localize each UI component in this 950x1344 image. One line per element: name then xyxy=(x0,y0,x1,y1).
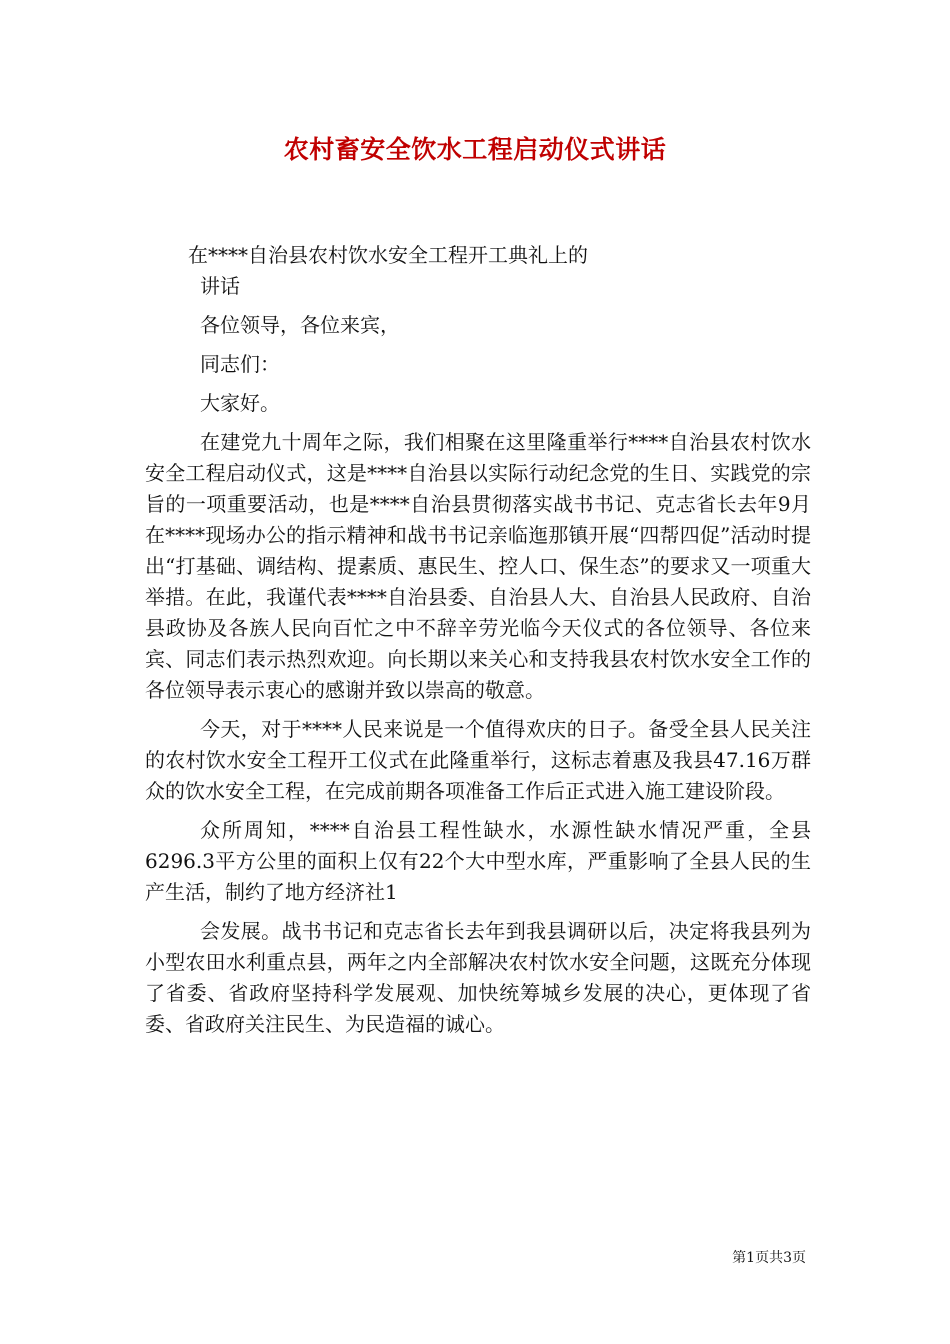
subtitle-line-1: 在****自治县农村饮水安全工程开工典礼上的 xyxy=(188,243,588,267)
page-number-footer: 第1页共3页 xyxy=(732,1250,806,1266)
paragraph-2: 今天，对于****人民来说是一个值得欢庆的日子。备受全县人民关注的农村饮水安全工程开工仪式在此隆重举行，这标志着惠及我县47.16万群众的饮水安全工程，在完成前期各项准备工作后正式进入施工建设阶段。 xyxy=(145,717,811,803)
paragraph-3: 众所周知，****自治县工程性缺水，水源性缺水情况严重，全县6296.3平方公里的面积上仅有22个大中型水库，严重影响了全县人民的生产生活，制约了地方经济社1 xyxy=(145,818,811,904)
paragraph-4: 会发展。战书书记和克志省长去年到我县调研以后，决定将我县列为小型农田水利重点县，两年之内全部解决农村饮水安全问题，这既充分体现了省委、省政府坚持科学发展观、加快统筹城乡发展的决心，更体现了省委、省政府关注民生、为民造福的诚心。 xyxy=(145,919,811,1036)
salutation-comrades: 同志们： xyxy=(200,352,280,376)
greeting: 大家好。 xyxy=(200,391,280,415)
salutation-leaders-guests: 各位领导，各位来宾， xyxy=(200,313,400,337)
subtitle-line-2: 讲话 xyxy=(200,274,240,298)
document-body xyxy=(145,240,811,1040)
paragraph-1: 在建党九十周年之际，我们相聚在这里隆重举行****自治县农村饮水安全工程启动仪式，这是****自治县以实际行动纪念党的生日、实践党的宗旨的一项重要活动，也是****自治县贯彻落实战书书记、克志省长去年9月在****现场办公的指示精神和战书书记亲临迤那镇开展“四帮四促”活动时提出“打基础、调结构、提素质、惠民生、控人口、保生态”的要求又一项重大举措。在此，我谨代表****自治县委、自治县人大、自治县人民政府、自治县政协及各族人民向百忙之中不辞辛劳光临今天仪式的各位领导、各位来宾、同志们表示热烈欢迎。向长期以来关心和支持我县农村饮水安全工作的各位领导表示衷心的感谢并致以崇高的敬意。 xyxy=(145,430,811,702)
document-title: 农村畜安全饮水工程启动仪式讲话 xyxy=(283,135,667,164)
